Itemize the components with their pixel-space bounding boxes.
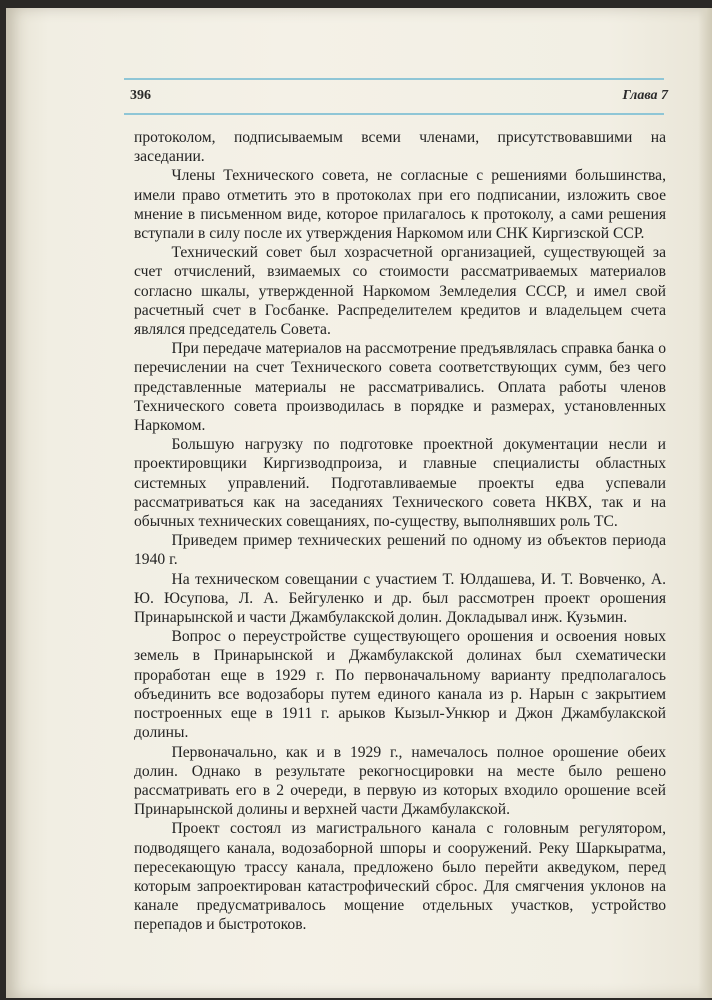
body-text [134,128,666,935]
header-rule-top [124,78,664,80]
header-rule-bottom [124,113,664,115]
paragraph: протоколом, подписываемым всеми членами, присутствовавшими на заседании. [134,129,666,166]
paragraph: Технический совет был хозрасчетной организацией, существующей за счет отчислений, взимаемых со стоимости рассматриваемых материалов согласно шкалы, утвержденной Наркомом Земледелия СССР, и имел свой расчетный счет в Госбанке. Распределителем кредитов и владельцем счета являлся председатель Совета. [134,244,666,339]
paragraph: Первоначально, как и в 1929 г., намечалось полное орошение обеих долин. Однако в результате рекогносцировки на месте было решено рассматривать его в 2 очереди, в первую из которых входило орошение всей Принарынской долины и верхней части Джамбулакской. [134,743,666,819]
paragraph: Приведем пример технических решений по одному из объектов периода 1940 г. [134,532,666,569]
running-head-chapter: Глава 7 [622,88,668,103]
page-number: 396 [130,88,151,103]
paragraph: Большую нагрузку по подготовке проектной документации несли и проектировщики Киргизводпроиза, и главные специалисты областных системных управлений. Подготавливаемые проекты едва успевали рассматриваться как на заседаниях Технического совета НКВХ, так и на обычных технических совещаниях, по-существу, выполнявших роль ТС. [134,436,666,531]
paragraph: Члены Технического совета, не согласные с решениями большинства, имели право отметить это в протоколах при его подписании, изложить свое мнение в письменном виде, которое прилагалось к протоколу, а сами решения вступали в силу после их утверждения Наркомом или СНК Киргизской ССР. [134,167,666,243]
paragraph: Проект состоял из магистрального канала с головным регулятором, подводящего канала, водозаборной шпоры и сооружений. Реку Шаркыратма, пересекающую трассу канала, предложено было перейти акведуком, перед которым запроектирован катастрофический сброс. Для смягчения уклонов на канале предусматривалось мощение отдельных участков, устройство перепадов и быстротоков. [134,820,666,934]
paragraph: На техническом совещании с участием Т. Юлдашева, И. Т. Вовченко, А. Ю. Юсупова, Л. А. Бейгуленко и др. был рассмотрен проект орошения Принарынской и части Джамбулакской долин. Докладывал инж. Кузьмин. [134,570,666,627]
paragraph: При передаче материалов на рассмотрение предъявлялась справка банка о перечислении на счет Технического совета соответствующих сумм, без чего представленные материалы не рассматривались. Оплата работы членов Технического совета производилась в порядке и размерах, установленных Наркомом. [134,340,666,435]
page-edge [698,8,712,998]
paragraph: Вопрос о переустройстве существующего орошения и освоения новых земель в Принарынской и Джамбулакской долинах был схематически проработан еще в 1929 г. По первоначальному варианту предполагалось объединить все водозаборы путем единого канала из р. Нарын с закрытием построенных еще в 1911 г. арыков Кызыл-Ункюр и Джон Джамбулакской долины. [134,628,666,742]
